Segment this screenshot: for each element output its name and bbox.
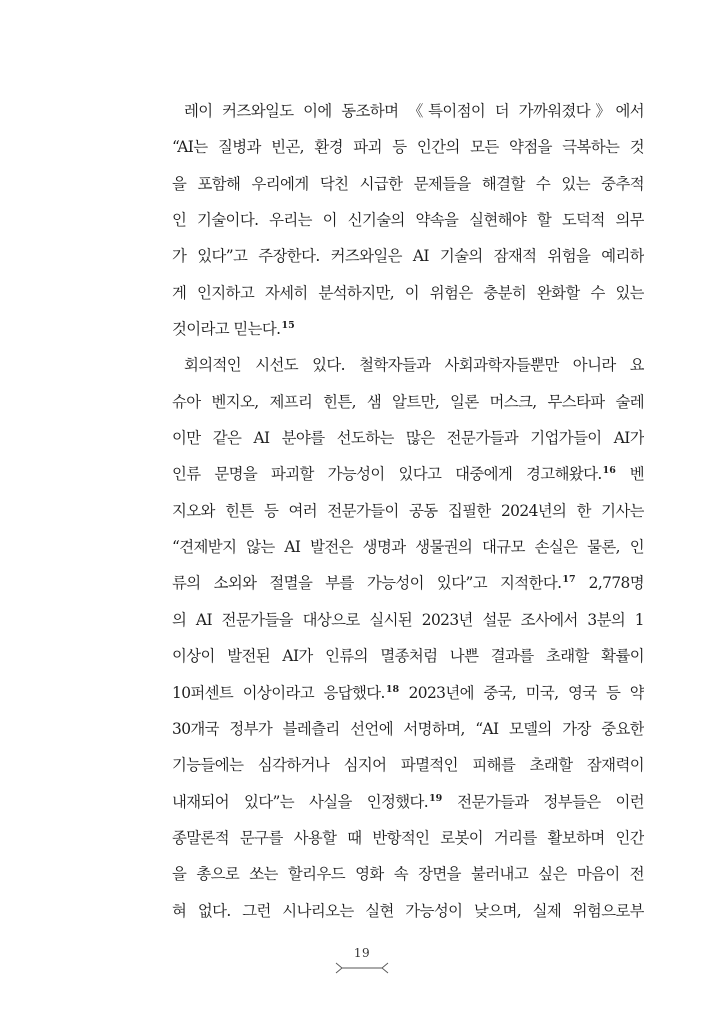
text-line: 종말론적 문구를 사용할 때 반항적인 로봇이 거리를 활보하며 인간 <box>172 828 644 847</box>
body-text <box>172 93 644 929</box>
text-line: 의 AI 전문가들을 대상으로 실시된 2023년 설문 조사에서 3분의 1 <box>172 610 644 629</box>
text-line: 슈아 벤지오, 제프리 힌튼, 샘 알트만, 일론 머스크, 무스타파 술레 <box>172 392 644 411</box>
text-line: 가 있다”고 주장한다. 커즈와일은 AI 기술의 잠재적 위험을 예리하 <box>172 247 644 266</box>
page-number: 19 <box>353 946 371 960</box>
text-line: 류의 소외와 절멸을 부를 가능성이 있다”고 지적한다.$^{17}$ 2,778명 <box>172 574 644 593</box>
footnote-marker: 19 <box>429 792 443 804</box>
text-line: “견제받지 않는 AI 발전은 생명과 생물권의 대규모 손실은 물론, 인 <box>172 538 644 557</box>
footnote-marker: 18 <box>385 683 400 695</box>
footer-ornament-icon <box>334 962 390 974</box>
text-line: 레이 커즈와일도 이에 동조하며 《특이점이 더 가까워졌다》에서 <box>184 102 644 120</box>
text-line: 게 인지하고 자세히 분석하지만, 이 위험은 충분히 완화할 수 있는 <box>172 283 644 302</box>
text-line: 30개국 정부가 블레츨리 선언에 서명하며, “AI 모델의 가장 중요한 <box>172 719 644 738</box>
footnote-marker: 16 <box>602 465 616 477</box>
text-line: 이상이 발전된 AI가 인류의 멸종처럼 나쁜 결과를 초래할 확률이 <box>172 647 644 666</box>
text-line: “AI는 질병과 빈곤, 환경 파괴 등 인간의 모든 약점을 극복하는 것 <box>172 138 644 157</box>
text-line: 을 포함해 우리에게 닥친 시급한 문제들을 해결할 수 있는 중추적 <box>172 174 644 193</box>
text-line: 기능들에는 심각하거나 심지어 파멸적인 피해를 초래할 잠재력이 <box>172 756 644 775</box>
text-line: 지오와 힌튼 등 여러 전문가들이 공동 집필한 2024년의 한 기사는 <box>172 501 644 520</box>
text-line: 이만 같은 AI 분야를 선도하는 많은 전문가들과 기업가들이 AI가 <box>172 429 644 448</box>
text-line: 인 기술이다. 우리는 이 신기술의 약속을 실현해야 할 도덕적 의무 <box>172 211 644 230</box>
text-line: 내재되어 있다”는 사실을 인정했다.$^{19}$ 전문가들과 정부들은 이런 <box>172 792 644 811</box>
text-line: 인류 문명을 파괴할 가능성이 있다고 대중에게 경고해왔다.$^{16}$ 벤 <box>172 465 644 484</box>
text-line: 것이라고 믿는다.$^{15}$ <box>172 320 295 339</box>
text-line: 회의적인 시선도 있다. 철학자들과 사회과학자들뿐만 아니라 요 <box>184 356 644 375</box>
text-line: 을 총으로 쏘는 할리우드 영화 속 장면을 불러내고 싶은 마음이 전 <box>172 865 644 884</box>
footnote-marker: 17 <box>562 574 576 586</box>
footnote-marker: 15 <box>281 320 295 332</box>
text-line: 혀 없다. 그런 시나리오는 실현 가능성이 낮으며, 실제 위험으로부 <box>172 901 644 920</box>
text-line: 10퍼센트 이상이라고 응답했다.$^{18}$ 2023년에 중국, 미국, 영국 등 약 <box>172 683 644 702</box>
page-footer <box>0 946 724 974</box>
